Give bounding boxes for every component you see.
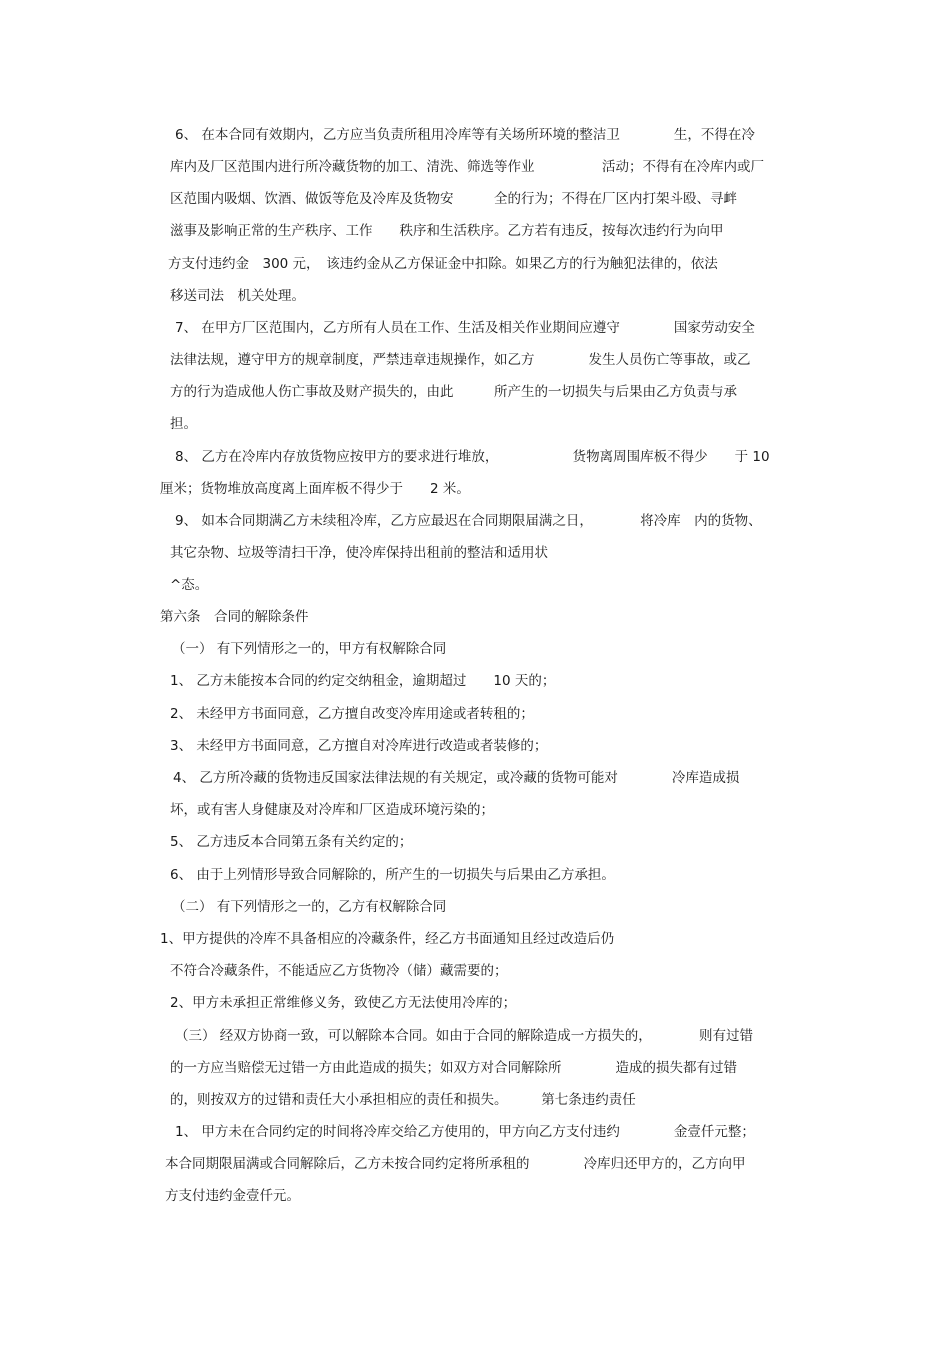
text-line: 方支付违约金壹仟元。 (165, 1188, 300, 1204)
text-line: 1、 乙方未能按本合同的约定交纳租金，逾期超过 10 天的； (170, 673, 556, 689)
text-line: 区范围内吸烟、饮酒、做饭等危及冷库及货物安 全的行为；不得在厂区内打架斗殴、寻衅 (170, 191, 737, 207)
text-line: 担。 (170, 416, 197, 432)
text-line: 1、甲方提供的冷库不具备相应的冷藏条件，经乙方书面通知且经过改造后仍 (160, 931, 615, 947)
text-line: 4、 乙方所冷藏的货物违反国家法律法规的有关规定，或冷藏的货物可能对 冷库造成损 (173, 770, 740, 786)
section-heading: 第六条 合同的解除条件 (160, 609, 309, 625)
text-line: 9、 如本合同期满乙方未续租冷库，乙方应最迟在合同期限届满之日， 将冷库 内的货物、 (175, 513, 762, 529)
text-line: 8、 乙方在冷库内存放货物应按甲方的要求进行堆放， 货物离周围库板不得少 于 10 (175, 449, 770, 465)
text-line: 滋事及影响正常的生产秩序、工作 秩序和生活秩序。乙方若有违反，按每次违约行为向甲 (170, 223, 724, 239)
text-line: 坏，或有害人身健康及对冷库和厂区造成环境污染的； (170, 802, 494, 818)
text-line: 2、甲方未承担正常维修义务，致使乙方无法使用冷库的； (170, 995, 517, 1011)
text-line: 库内及厂区范围内进行所冷藏货物的加工、清洗、筛选等作业 活动；不得有在冷库内或厂 (170, 159, 764, 175)
text-line: 2、 未经甲方书面同意，乙方擅自改变冷库用途或者转租的； (170, 706, 534, 722)
text-line: 的，则按双方的过错和责任大小承担相应的责任和损失。 第七条违约责任 (170, 1092, 636, 1108)
text-line: 不符合冷藏条件，不能适应乙方货物冷（储）藏需要的； (170, 963, 508, 979)
text-line: 7、 在甲方厂区范围内，乙方所有人员在工作、生活及相关作业期间应遵守 国家劳动安全 (175, 320, 755, 336)
text-line: 1、 甲方未在合同约定的时间将冷库交给乙方使用的，甲方向乙方支付违约 金壹仟元整； (175, 1124, 755, 1140)
subsection-heading: （二） 有下列情形之一的，乙方有权解除合同 (172, 899, 447, 915)
text-line: 3、 未经甲方书面同意，乙方擅自对冷库进行改造或者装修的； (170, 738, 548, 754)
subsection-heading: （一） 有下列情形之一的，甲方有权解除合同 (172, 641, 447, 657)
text-line: 本合同期限届满或合同解除后，乙方未按合同约定将所承租的 冷库归还甲方的，乙方向甲 (165, 1156, 746, 1172)
subsection-heading: （三） 经双方协商一致，可以解除本合同。如由于合同的解除造成一方损失的， 则有过错 (175, 1028, 754, 1044)
text-line: 方的行为造成他人伤亡事故及财产损失的，由此 所产生的一切损失与后果由乙方负责与承 (170, 384, 737, 400)
text-line: 6、 在本合同有效期内，乙方应当负责所租用冷库等有关场所环境的整洁卫 生，不得在冷 (175, 127, 755, 143)
text-line: 5、 乙方违反本合同第五条有关约定的； (170, 834, 413, 850)
text-line: 6、 由于上列情形导致合同解除的，所产生的一切损失与后果由乙方承担。 (170, 867, 615, 883)
text-line: ^态。 (170, 577, 209, 593)
text-line: 移送司法 机关处理。 (170, 288, 305, 304)
text-line: 厘米；货物堆放高度离上面库板不得少于 2 米。 (160, 481, 470, 497)
text-line: 的一方应当赔偿无过错一方由此造成的损失；如双方对合同解除所 造成的损失都有过错 (170, 1060, 737, 1076)
text-line: 其它杂物、垃圾等清扫干净，使冷库保持出租前的整洁和适用状 (170, 545, 548, 561)
text-line: 方支付违约金 300 元， 该违约金从乙方保证金中扣除。如果乙方的行为触犯法律的，依法 (168, 256, 718, 272)
text-line: 法律法规，遵守甲方的规章制度，严禁违章违规操作，如乙方 发生人员伤亡等事故，或乙 (170, 352, 751, 368)
